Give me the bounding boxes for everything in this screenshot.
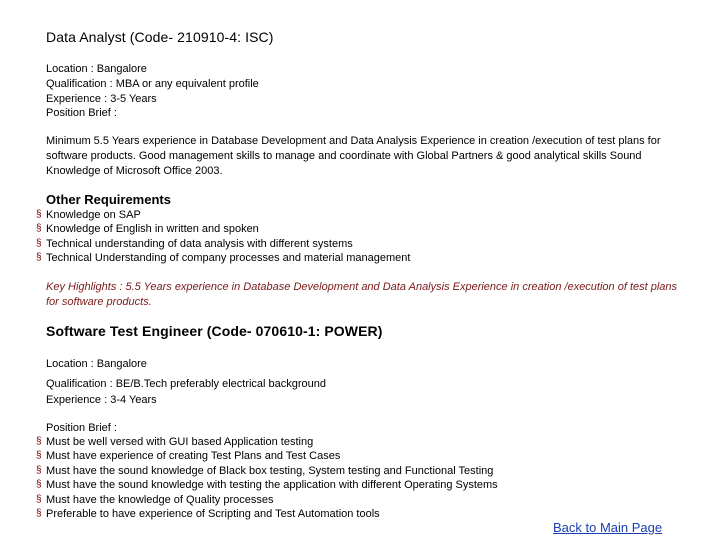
other-requirements-heading: Other Requirements (46, 192, 171, 207)
job2-position-brief-label: Position Brief : (46, 422, 117, 434)
job2-qualification: Qualification : BE/B.Tech preferably electrical background (46, 378, 327, 390)
list-item: § Must have the knowledge of Quality processes (36, 493, 274, 506)
job1-location: Location : Bangalore (46, 63, 147, 75)
job2-experience: Experience : 3-4 Years (46, 394, 157, 406)
bullet-icon: § (36, 464, 42, 476)
job1-brief-text: Minimum 5.5 Years experience in Database Development and Data Analysis Experience in creation /execution of test plans for software products. Good management skills to manage and coordinate with Global Partners & good analytical skills Sound Knowledge of Microsoft Office 2003. (46, 135, 661, 177)
list-item: § Must be well versed with GUI based Application testing (36, 436, 314, 448)
bullet-icon: § (36, 223, 42, 235)
job1-qualification: Qualification : MBA or any equivalent profile (46, 78, 259, 90)
list-item: § Must have the sound knowledge with testing the application with different Operating Systems (36, 479, 498, 492)
list-item: § Must have experience of creating Test Plans and Test Cases (36, 450, 341, 463)
list-item: § Technical understanding of data analysis with different systems (36, 237, 353, 250)
list-item: § Technical Understanding of company processes and material management (36, 252, 411, 265)
job-title-software-test-engineer: Software Test Engineer (Code- 070610-1: POWER) (46, 323, 383, 339)
job1-position-brief-label: Position Brief : (46, 107, 117, 119)
bullet-icon: § (36, 237, 42, 249)
bullet-icon: § (36, 508, 42, 520)
list-item: § Knowledge of English in written and spoken (36, 223, 259, 236)
bullet-icon: § (36, 436, 42, 447)
bullet-icon: § (36, 209, 42, 220)
back-to-main-page-link[interactable]: Back to Main Page (553, 520, 663, 535)
job1-experience: Experience : 3-5 Years (46, 93, 157, 105)
bullet-icon: § (36, 479, 42, 491)
job1-requirements-list (36, 208, 410, 266)
job-title-data-analyst: Data Analyst (Code- 210910-4: ISC) (46, 29, 274, 45)
job1-key-highlights: Key Highlights : 5.5 Years experience in Database Development and Data Analysis Experience in creation /execution of test plans for software products. (46, 281, 678, 308)
bullet-icon: § (36, 450, 42, 462)
list-item: § Must have the sound knowledge of Black box testing, System testing and Functional Testing (36, 464, 494, 477)
job2-location: Location : Bangalore (46, 358, 147, 370)
list-item: § Preferable to have experience of Scripting and Test Automation tools (36, 508, 380, 521)
list-item: § Knowledge on SAP (36, 209, 141, 221)
bullet-icon: § (36, 252, 42, 264)
job2-requirements-list (36, 435, 498, 521)
bullet-icon: § (36, 493, 42, 505)
